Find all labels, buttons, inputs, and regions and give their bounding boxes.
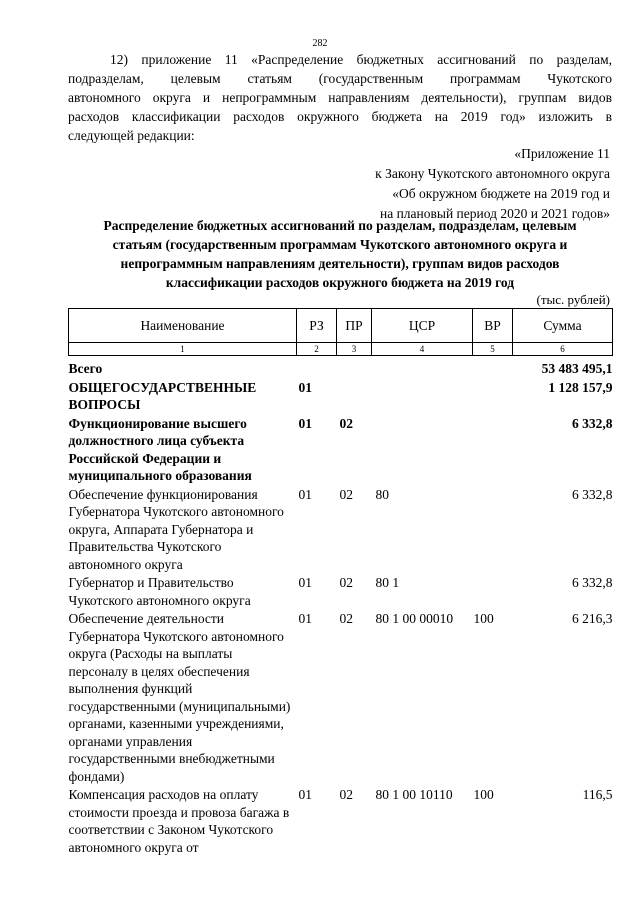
row-rz: 01 bbox=[298, 415, 312, 431]
heading-line: статьям (государственным программам Чукотского автономного округа и bbox=[112, 237, 568, 252]
appendix-line: «Приложение 11 bbox=[514, 146, 610, 161]
table-row bbox=[69, 574, 613, 610]
row-vr bbox=[473, 486, 513, 575]
row-pr: 02 bbox=[339, 415, 353, 431]
row-name: Обеспечение функционирования Губернатора Чукотского автономного округа, Аппарата Губернатора и Правительства Чукотского автономного округа bbox=[68, 486, 284, 572]
row-sum: 53 483 495,1 bbox=[541, 361, 613, 376]
row-vr: 100 bbox=[473, 611, 494, 626]
row-pr bbox=[337, 379, 372, 415]
heading-line: классификации расходов окружного бюджета на 2019 год bbox=[165, 275, 515, 290]
table-row bbox=[69, 610, 613, 786]
table-row bbox=[69, 360, 613, 379]
row-sum: 116,5 bbox=[582, 787, 613, 802]
row-pr: 02 bbox=[339, 611, 353, 626]
row-rz: 01 bbox=[298, 486, 312, 502]
row-name: ОБЩЕГОСУДАРСТВЕННЫЕ ВОПРОСЫ bbox=[68, 379, 257, 412]
row-vr bbox=[473, 379, 513, 415]
row-rz: 01 bbox=[298, 611, 312, 626]
column-header-csr: ЦСР bbox=[372, 309, 473, 343]
budget-table bbox=[68, 308, 613, 857]
row-sum: 6 332,8 bbox=[572, 575, 613, 590]
row-csr: 80 1 00 10110 bbox=[375, 787, 453, 802]
column-header-sum: Сумма bbox=[513, 309, 613, 343]
row-rz: 01 bbox=[298, 379, 312, 395]
column-header-vr: ВР bbox=[473, 309, 513, 343]
header-row bbox=[69, 309, 613, 343]
row-name: Губернатор и Правительство Чукотского автономного округа bbox=[68, 575, 251, 608]
table-row bbox=[69, 786, 613, 857]
row-csr: 80 bbox=[375, 486, 389, 502]
row-vr bbox=[473, 574, 513, 610]
row-name: Функционирование высшего должностного лица субъекта Российской Федерации и муниципального образования bbox=[68, 415, 252, 483]
row-sum: 6 332,8 bbox=[572, 486, 613, 502]
row-csr bbox=[372, 415, 473, 486]
page-number: 282 bbox=[312, 38, 328, 49]
table-body bbox=[69, 356, 613, 858]
appendix-caption bbox=[375, 144, 610, 224]
row-csr: 80 1 bbox=[375, 575, 400, 590]
column-number: 6 bbox=[513, 343, 613, 356]
heading-line: Распределение бюджетных ассигнований по разделам, подразделам, целевым bbox=[103, 218, 577, 233]
row-vr bbox=[473, 360, 513, 379]
row-sum: 1 128 157,9 bbox=[548, 379, 613, 395]
appendix-line: на плановый период 2020 и 2021 годов» bbox=[379, 206, 610, 221]
column-number: 4 bbox=[372, 343, 473, 356]
row-pr: 02 bbox=[339, 575, 353, 590]
row-rz bbox=[297, 360, 337, 379]
row-rz: 01 bbox=[298, 787, 312, 802]
row-vr bbox=[473, 415, 513, 486]
row-name: Обеспечение деятельности Губернатора Чукотского автономного округа (Расходы на выплаты персоналу в целях обеспечения выполнения функций государственными (муниципальными) органами, казенными учреждениями, органами управления государственными внебюджетными фондами) bbox=[68, 611, 291, 784]
column-header-rz: РЗ bbox=[297, 309, 337, 343]
intro-line: подразделам, целевым статьям (государственным программам Чукотского bbox=[68, 71, 612, 86]
heading-line: непрограммным направлениям деятельности), группам видов расходов bbox=[120, 256, 560, 271]
table-row bbox=[69, 486, 613, 575]
row-pr: 02 bbox=[339, 486, 353, 502]
row-pr: 02 bbox=[339, 787, 353, 802]
column-number: 3 bbox=[337, 343, 372, 356]
row-sum: 6 216,3 bbox=[572, 611, 613, 626]
appendix-line: к Закону Чукотского автономного округа bbox=[375, 166, 610, 181]
appendix-line: «Об окружном бюджете на 2019 год и bbox=[392, 186, 610, 201]
column-number: 5 bbox=[473, 343, 513, 356]
intro-line: расходов классификации расходов окружного бюджета на 2019 год» изложить в bbox=[68, 109, 612, 124]
row-sum: 6 332,8 bbox=[572, 415, 613, 431]
intro-line: 12) приложение 11 «Распределение бюджетных ассигнований по разделам, bbox=[110, 52, 612, 67]
intro-line: следующей редакции: bbox=[68, 128, 195, 143]
column-number-row bbox=[69, 343, 613, 356]
row-csr bbox=[372, 360, 473, 379]
row-name: Всего bbox=[68, 361, 103, 376]
intro-paragraph bbox=[68, 50, 612, 145]
column-header-pr: ПР bbox=[337, 309, 372, 343]
row-name: Компенсация расходов на оплату стоимости проезда и провоза багажа в соответствии с Законом Чукотского автономного округа от bbox=[68, 787, 290, 855]
row-rz: 01 bbox=[298, 575, 312, 590]
table-row bbox=[69, 415, 613, 486]
intro-line: автономного округа и непрограммным направлениям деятельности), группам видов bbox=[68, 90, 612, 105]
column-number: 2 bbox=[297, 343, 337, 356]
units-label: (тыс. рублей) bbox=[536, 292, 610, 307]
row-csr bbox=[372, 379, 473, 415]
table-heading bbox=[60, 216, 620, 292]
column-number: 1 bbox=[69, 343, 297, 356]
row-pr bbox=[337, 360, 372, 379]
table-row bbox=[69, 379, 613, 415]
column-header-name: Наименование bbox=[69, 309, 297, 343]
row-csr: 80 1 00 00010 bbox=[375, 611, 454, 626]
row-vr: 100 bbox=[473, 787, 494, 802]
